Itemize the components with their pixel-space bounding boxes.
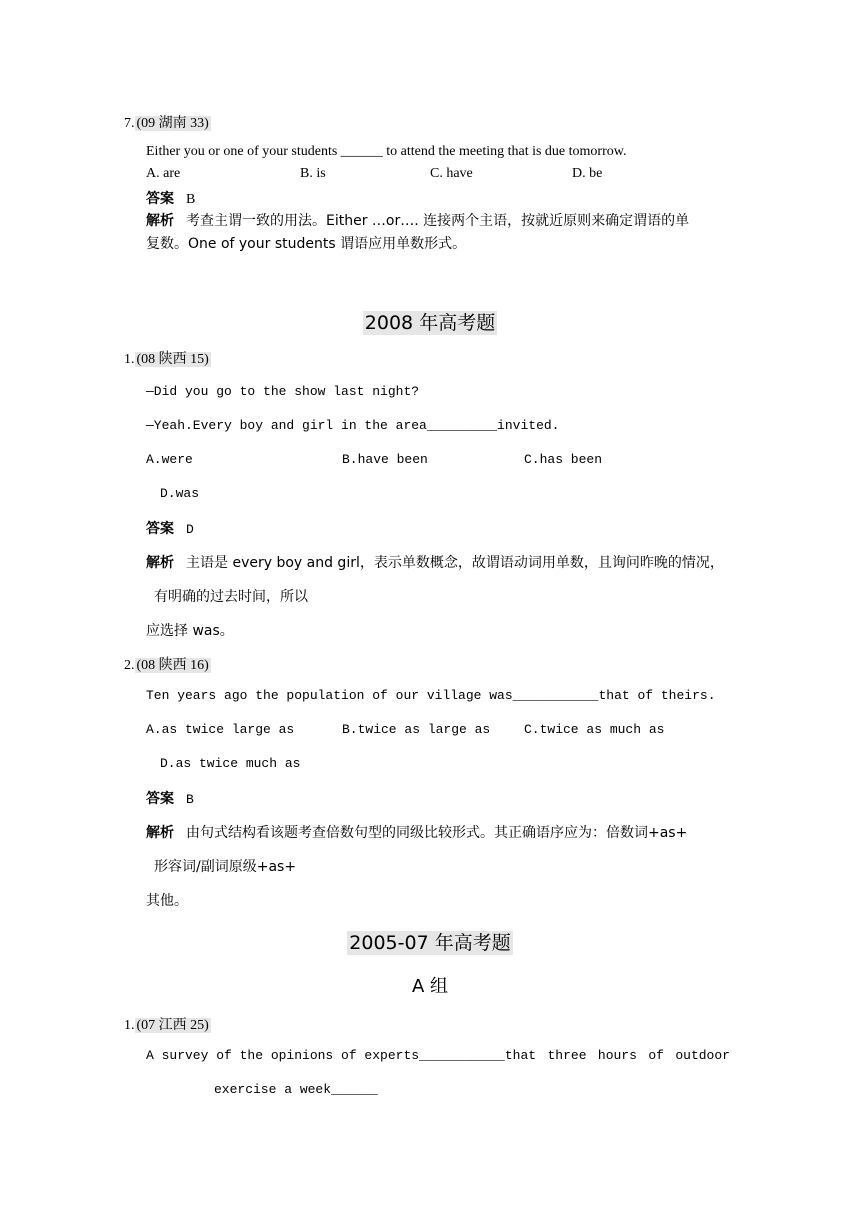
stem-part: hours: [597, 1048, 637, 1063]
question-stem-line-2: exercise a week______: [214, 1082, 378, 1097]
analysis-line-3: 其他。: [146, 893, 188, 909]
analysis-line-1: [146, 822, 687, 842]
question-1-header: [124, 1014, 211, 1034]
option-b: B.twice as large as: [342, 722, 491, 737]
stem-part: outdoor: [675, 1048, 730, 1063]
section-heading-2008: [0, 308, 860, 335]
analysis-label: 解析: [146, 555, 174, 571]
analysis-text: 考查主谓一致的用法。Either …or…. 连接两个主语，按就近原则来确定谓语的单: [186, 213, 690, 229]
question-stem-line-1: [146, 1048, 730, 1063]
question-2-header: [124, 654, 211, 674]
question-source: (08 陕西 16): [136, 658, 209, 673]
section-heading-text: 2008 年高考题: [364, 312, 496, 334]
option-a: A.as twice large as: [146, 722, 295, 737]
answer-line: [146, 788, 194, 808]
answer-value: D: [186, 522, 194, 537]
analysis-line-1: [146, 210, 689, 230]
option-a: A. are: [146, 166, 181, 181]
dialogue-line-1: —Did you go to the show last night?: [146, 384, 420, 399]
question-source: (08 陕西 15): [136, 352, 209, 367]
analysis-label: 解析: [146, 213, 174, 229]
question-number: 7.: [124, 116, 135, 131]
dialogue-line-2: —Yeah.Every boy and girl in the area_________invited.: [146, 418, 560, 433]
analysis-line-2: 形容词/副词原级+as+: [154, 859, 297, 875]
answer-value: B: [186, 792, 194, 807]
analysis-text: 主语是 every boy and girl，表示单数概念，故谓语动词用单数，且询问昨晚的情况，: [186, 555, 724, 571]
answer-label: 答案: [146, 521, 174, 537]
answer-line: [146, 518, 194, 538]
analysis-line-3: 应选择 was。: [146, 623, 234, 639]
question-1-header: [124, 348, 211, 368]
question-source: (07 江西 25): [136, 1018, 209, 1033]
group-heading: A 组: [411, 976, 449, 997]
option-d: D.was: [160, 486, 200, 501]
option-d: D.as twice much as: [160, 756, 301, 771]
option-d: D. be: [572, 166, 603, 181]
stem-part: three: [547, 1048, 587, 1063]
option-c: C.twice as much as: [524, 722, 665, 737]
answer-label: 答案: [146, 791, 174, 807]
analysis-line-2: 有明确的过去时间，所以: [154, 589, 308, 605]
section-heading-2005-07: [0, 928, 860, 955]
question-source: (09 湖南 33): [136, 116, 209, 131]
option-a: A.were: [146, 452, 193, 467]
analysis-text: 由句式结构看该题考查倍数句型的同级比较形式。其正确语序应为：倍数词+as+: [186, 825, 688, 841]
option-c: C.has been: [524, 452, 603, 467]
option-c: C. have: [430, 166, 473, 181]
stem-part: A survey of the opinions of experts___________that: [146, 1048, 537, 1063]
answer-value: B: [186, 192, 196, 207]
answer-line: [146, 188, 195, 208]
question-stem: Ten years ago the population of our village was___________that of theirs.: [146, 688, 716, 703]
analysis-label: 解析: [146, 825, 174, 841]
analysis-line-1: [146, 552, 724, 572]
question-number: 2.: [124, 658, 135, 673]
question-number: 1.: [124, 1018, 135, 1033]
analysis-line-2: 复数。One of your students 谓语应用单数形式。: [146, 236, 467, 252]
option-b: B. is: [300, 166, 326, 181]
section-heading-text: 2005-07 年高考题: [349, 932, 511, 954]
question-7-header: [124, 112, 211, 132]
question-stem: Either you or one of your students ______ to attend the meeting that is due tomorrow.: [146, 144, 627, 159]
stem-part: of: [648, 1048, 664, 1063]
question-number: 1.: [124, 352, 135, 367]
option-b: B.have been: [342, 452, 428, 467]
answer-label: 答案: [146, 191, 174, 207]
